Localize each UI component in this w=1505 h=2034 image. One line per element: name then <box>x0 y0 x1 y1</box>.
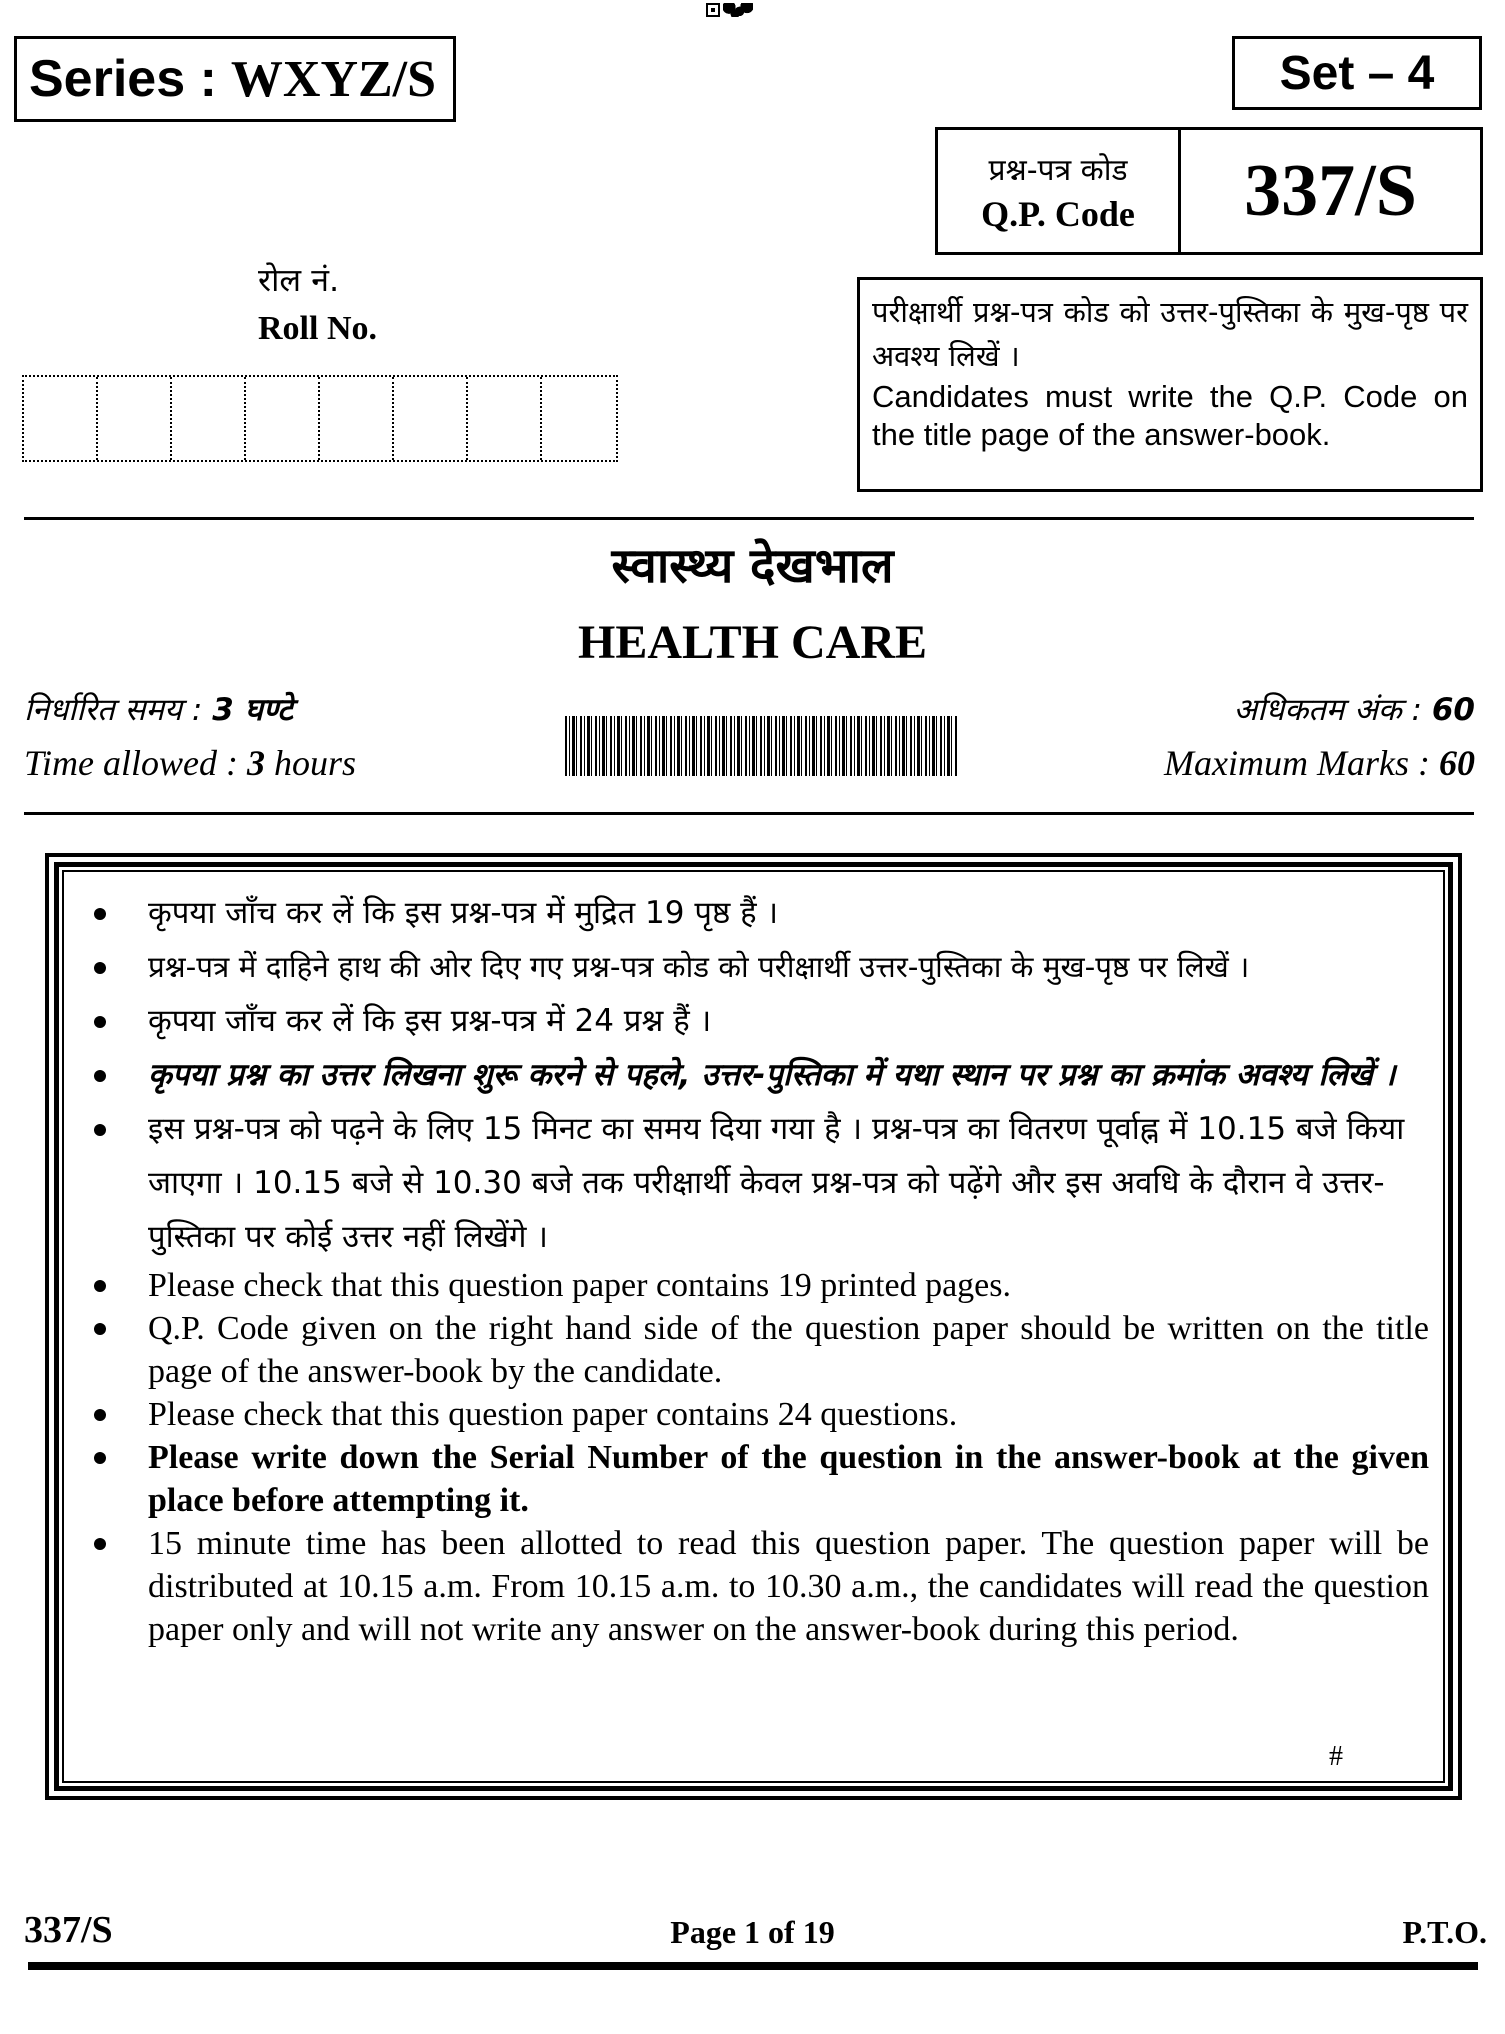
instruction-text: इस प्रश्न-पत्र को पढ़ने के लिए 15 मिनट का समय दिया गया है । प्रश्न-पत्र का वितरण पूर्वाह्न में 10.15 बजे किया जाएगा । 10.15 बजे से 10.30 बजे तक परीक्षार्थी केवल प्रश्न-पत्र को पढ़ेंगे और इस अवधि के दौरान वे उत्तर-पुस्तिका पर कोई उत्तर नहीं लिखेंगे । <box>148 1111 1405 1255</box>
set-box <box>1232 36 1482 110</box>
barcode-icon <box>565 716 959 776</box>
series-value: WXYZ/S <box>230 50 437 108</box>
time-english-unit: hours <box>274 743 357 783</box>
roll-number-boxes <box>22 375 618 462</box>
roll-digit-box[interactable] <box>542 377 616 460</box>
qp-code-label-english: Q.P. Code <box>981 193 1135 234</box>
instruction-item-english <box>84 1393 1429 1436</box>
instructions-frame <box>54 862 1453 1791</box>
bullet-icon <box>94 1452 106 1464</box>
footer-divider <box>28 1962 1478 1970</box>
instruction-item-hindi <box>84 940 1429 994</box>
roll-digit-box[interactable] <box>98 377 172 460</box>
bullet-icon <box>94 1323 106 1335</box>
set-label: Set – 4 <box>1279 46 1435 100</box>
time-allowed-hindi <box>24 688 293 730</box>
instructions-english-list <box>84 1264 1429 1651</box>
instruction-text: कृपया जाँच कर लें कि इस प्रश्न-पत्र में मुद्रित 19 पृष्ठ हैं । <box>148 895 779 931</box>
roll-digit-box[interactable] <box>246 377 320 460</box>
series-label: Series : <box>29 50 217 108</box>
time-allowed-english <box>24 742 356 784</box>
max-marks-hindi <box>1234 688 1475 730</box>
instruction-text: Please check that this question paper contains 24 questions. <box>148 1396 958 1433</box>
bullet-icon <box>94 908 106 920</box>
instruction-item-english <box>84 1307 1429 1393</box>
instructions-box <box>45 853 1462 1800</box>
instruction-text: Please check that this question paper contains 19 printed pages. <box>148 1267 1011 1304</box>
qp-code-label-hindi: प्रश्न-पत्र कोड <box>988 152 1128 188</box>
bullet-icon <box>94 1280 106 1292</box>
marks-english-label: Maximum Marks : <box>1164 743 1430 783</box>
roll-digit-box[interactable] <box>468 377 542 460</box>
roll-digit-box[interactable] <box>394 377 468 460</box>
marks-english-value: 60 <box>1439 743 1475 783</box>
qr-code-icon <box>706 2 766 18</box>
bullet-icon <box>94 1409 106 1421</box>
max-marks-english <box>1164 742 1475 784</box>
subject-title-hindi: स्वास्थ्य देखभाल <box>611 538 894 594</box>
qp-code-box <box>935 127 1483 255</box>
series-box <box>14 36 456 122</box>
instructions-content <box>62 870 1445 1783</box>
qp-code-value: 337/S <box>1244 149 1417 232</box>
marks-hindi-label: अधिकतम अंक : <box>1233 692 1422 728</box>
instruction-item-english <box>84 1436 1429 1522</box>
instruction-item-hindi <box>84 1102 1429 1264</box>
qp-code-note-box <box>857 277 1483 492</box>
roll-label-english: Roll No. <box>258 310 377 347</box>
roll-digit-box[interactable] <box>24 377 98 460</box>
hash-mark: # <box>1329 1741 1343 1772</box>
instruction-text: कृपया जाँच कर लें कि इस प्रश्न-पत्र में 24 प्रश्न हैं । <box>148 1003 712 1039</box>
instruction-item-english <box>84 1522 1429 1651</box>
instruction-text: Q.P. Code given on the right hand side of the question paper should be written on the title page of the answer-book by the candidate. <box>148 1310 1429 1390</box>
footer-qp-code: 337/S <box>24 1909 113 1951</box>
instruction-item-english <box>84 1264 1429 1307</box>
roll-label-hindi: रोल नं. <box>258 261 340 299</box>
time-english-label: Time allowed : <box>24 743 238 783</box>
instruction-item-hindi <box>84 886 1429 940</box>
qr-pattern-icon <box>723 3 753 17</box>
bullet-icon <box>94 1538 106 1550</box>
divider-top <box>24 517 1474 520</box>
instruction-text: Please write down the Serial Number of the question in the answer-book at the given place before attempting it. <box>148 1439 1429 1519</box>
marks-hindi-value: 60 <box>1431 692 1475 728</box>
note-english: Candidates must write the Q.P. Code on the title page of the answer-book. <box>872 379 1468 452</box>
bullet-icon <box>94 962 106 974</box>
instruction-item-hindi <box>84 1048 1429 1102</box>
bullet-icon <box>94 1124 106 1136</box>
instruction-item-hindi <box>84 994 1429 1048</box>
roll-digit-box[interactable] <box>172 377 246 460</box>
instructions-hindi-list <box>84 886 1429 1264</box>
subject-title-english: HEALTH CARE <box>578 616 927 669</box>
instruction-text: 15 minute time has been allotted to read this question paper. The question paper will be distributed at 10.15 a.m. From 10.15 a.m. to 10.30 a.m., the candidates will read the question paper only and will not write any answer on the answer-book during this period. <box>148 1525 1429 1648</box>
divider-middle <box>24 812 1474 815</box>
time-hindi-value: 3 घण्टे <box>212 692 293 728</box>
bullet-icon <box>94 1070 106 1082</box>
footer-page-number: Page 1 of 19 <box>670 1914 835 1950</box>
footer-pto: P.T.O. <box>1402 1914 1487 1950</box>
instruction-text: प्रश्न-पत्र में दाहिने हाथ की ओर दिए गए प्रश्न-पत्र कोड को परीक्षार्थी उत्तर-पुस्तिका के मुख-पृष्ठ पर लिखें । <box>148 950 1250 984</box>
qr-finder-icon <box>706 3 720 17</box>
roll-digit-box[interactable] <box>320 377 394 460</box>
bullet-icon <box>94 1016 106 1028</box>
qp-code-label <box>938 130 1181 252</box>
time-hindi-label: निर्धारित समय : <box>24 692 203 728</box>
instruction-text: कृपया प्रश्न का उत्तर लिखना शुरू करने से पहले, उत्तर-पुस्तिका में यथा स्थान पर प्रश्न का क्रमांक अवश्य लिखें । <box>148 1057 1396 1093</box>
time-english-value: 3 <box>247 743 265 783</box>
note-hindi: परीक्षार्थी प्रश्न-पत्र कोड को उत्तर-पुस्तिका के मुख-पृष्ठ पर अवश्य लिखें । <box>872 295 1468 373</box>
